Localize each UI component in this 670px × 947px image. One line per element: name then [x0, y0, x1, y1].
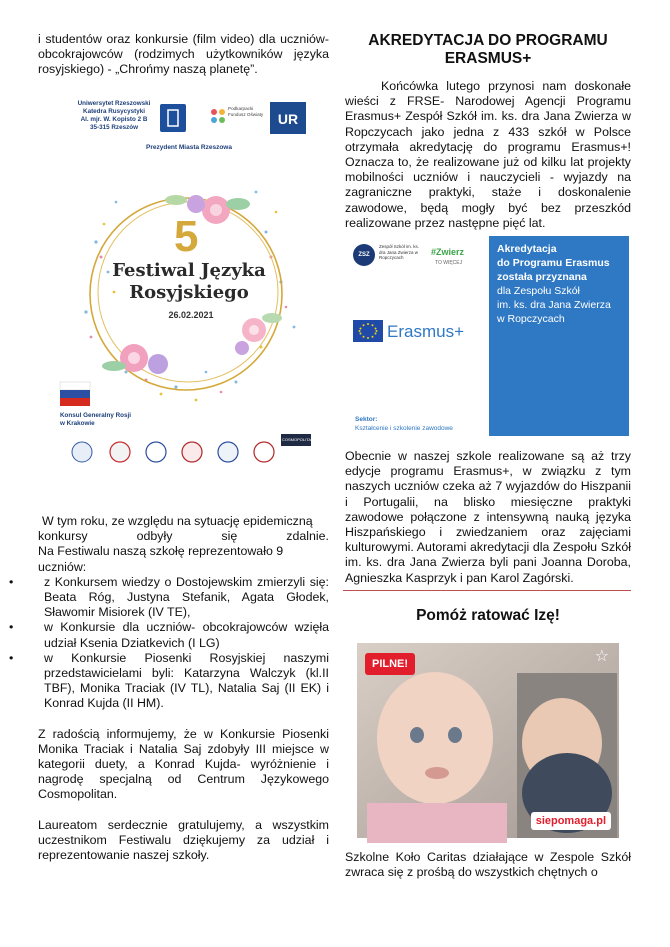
accreditation-box [489, 236, 629, 436]
hashtag-sub: TO WIĘCEJ [435, 260, 463, 266]
list-item: • z Konkursem wiedzy o Dostojewskim zmierzyli się: Beata Róg, Justyna Stefanik, Agata Głodek, Sławomir Misiorek (IV TE), [44, 575, 329, 621]
russia-flag-icon [60, 382, 90, 406]
fund-logo-icon [211, 109, 225, 123]
caritas-heading: Pomóż ratować Izę! [416, 607, 560, 624]
university-text [64, 100, 164, 132]
school-logo-icon: ZSZ [353, 244, 375, 266]
box-line: została przyznana [497, 271, 587, 283]
box-line: im. ks. dra Jana Zwierza [497, 299, 611, 311]
consul-text [60, 412, 180, 428]
urgent-badge: PILNE! [365, 653, 415, 675]
p1-line: uczniów: [38, 559, 87, 574]
p1-line: konkursy odbyły się zdalnie. [38, 529, 329, 544]
erasmus-heading [345, 32, 631, 68]
box-line: dla Zespołu Szkół [497, 285, 580, 297]
intro-paragraph: i studentów oraz konkursie (film video) dla uczniów- obcokrajowców (rodzimych użytkowników języka rosyjskiego) - „Chrońmy naszą planetę”. [38, 32, 329, 77]
caritas-paragraph: Szkolne Koło Caritas działające w Zespole Szkół zwraca się z prośbą do wszystkich chętnych o [345, 850, 631, 880]
university-line: Katedra Rusycystyki [83, 108, 145, 115]
list-item: • w Konkursie Piosenki Rosyjskiej naszymi przedstawicielami byli: Katarzyna Walczyk (kl.II TBF), Monika Traciak (IV TL), Natalia Saj (II EK) i Konrad Kujda (II HM). [44, 651, 329, 712]
p1-line: Na Festiwalu naszą szkołę reprezentowało 9 [38, 544, 284, 559]
festival-title-line2: Rosyjskiego [129, 282, 249, 303]
heading-line: ERASMUS+ [444, 50, 532, 67]
consul-line: w Krakowie [60, 420, 95, 427]
erasmus-paragraph: Końcówka lutego przynosi nam doskonałe wieści z FRSE- Narodowej Agencji Programu Erasmus+ Zespół Szkół im. ks. dra Jana Zwierza w Ropczycach jako jedna z 433 szkół w Polsce otrzymała akredytację do programu Erasmus+! Oznacza to, że realizowane już od kilku lat projekty mobilności uczniów i nauczycieli - wyjazdy na zagraniczne praktyki, staże i doskonalenie zawodowe, będą mogły być bez przeszkód realizowane przez następne pięć lat. [345, 79, 631, 230]
erasmus-editions-paragraph: Obecnie w naszej szkole realizowane są aż trzy edycje programu Erasmus+, w związku z tym naszych uczniów czeka aż 7 wyjazdów do Hiszpanii i Portugalii, na blisko miesięczne praktyki zawodowe połączone z intensywną nauką języka Hiszpańskiego i zwiedzaniem oraz zajęciami kulturowymi. Autorami akredytacji dla Zespołu Szkół im. ks. dra Jana Zwierza byli pani Joanna Doroba, Agnieszka Kasprzyk i pan Karol Zagórski. [345, 449, 631, 585]
participants-list [38, 575, 329, 712]
siepomaga-logo: siepomaga.pl [531, 812, 611, 830]
sektor-label: Sektor: [355, 416, 378, 423]
consul-line: Konsul Generalny Rosji [60, 412, 132, 419]
iza-fundraiser-photo [357, 643, 619, 838]
festival-article [38, 514, 329, 863]
university-line: 35-315 Rzeszów [90, 124, 138, 131]
festival-title-line1: Festiwal Języka [112, 260, 266, 281]
box-line: do Programu Erasmus [497, 257, 610, 269]
box-line: Akredytacja [497, 243, 557, 255]
box-line: w Ropczycach [497, 313, 565, 325]
sponsor-logos [72, 434, 314, 462]
star-icon: ☆ [594, 648, 609, 665]
mayor-text: Prezydent Miasta Rzeszowa [146, 144, 232, 151]
festival-poster [56, 82, 314, 478]
eu-flag-icon [353, 320, 383, 342]
university-line: Uniwersytet Rzeszowski [77, 100, 151, 107]
school-name: Zespół Szkół im. ks. dra Jana Zwierza w Ropczycach [379, 244, 420, 260]
fund-label: Podkarpacki Fundusz Oświaty [228, 106, 264, 117]
heading-line: AKREDYTACJA DO PROGRAMU [368, 32, 608, 49]
cosmopolitan-label: COSMOPOLITAN [282, 437, 314, 442]
svg-text:UR: UR [277, 111, 299, 127]
festival-date: 26.02.2021 [168, 310, 214, 320]
sektor-value: Kształcenie i szkolenie zawodowe [355, 425, 453, 432]
p1-line: W tym roku, ze względu na sytuację epidemiczną [42, 514, 313, 528]
thanks-paragraph: Laureatom serdecznie gratulujemy, a wszystkim uczestnikom Festiwalu dziękujemy za udział i reprezentowanie naszej szkoły. [38, 817, 329, 863]
list-item: • w Konkursie dla uczniów- obcokrajowców wzięła udział Ksenia Dziatkevich (I LG) [44, 620, 329, 650]
erasmus-logo-text: Erasmus+ [387, 322, 464, 341]
university-line: Al. mjr. W. Kopisto 2 B [80, 116, 148, 123]
section-divider [343, 590, 631, 591]
erasmus-accreditation-banner [351, 236, 629, 436]
results-paragraph: Z radością informujemy, że w Konkursie Piosenki Monika Traciak i Natalia Saj zdobyły III miejsce w kategorii duety, a Konrad Kujda- wyróżnienie i nagrodę specjalną od Centrum Językowego Cosmopolitan. [38, 726, 329, 802]
hashtag-label: #Zwierz [431, 247, 465, 257]
festival-number: 5 [174, 212, 199, 261]
